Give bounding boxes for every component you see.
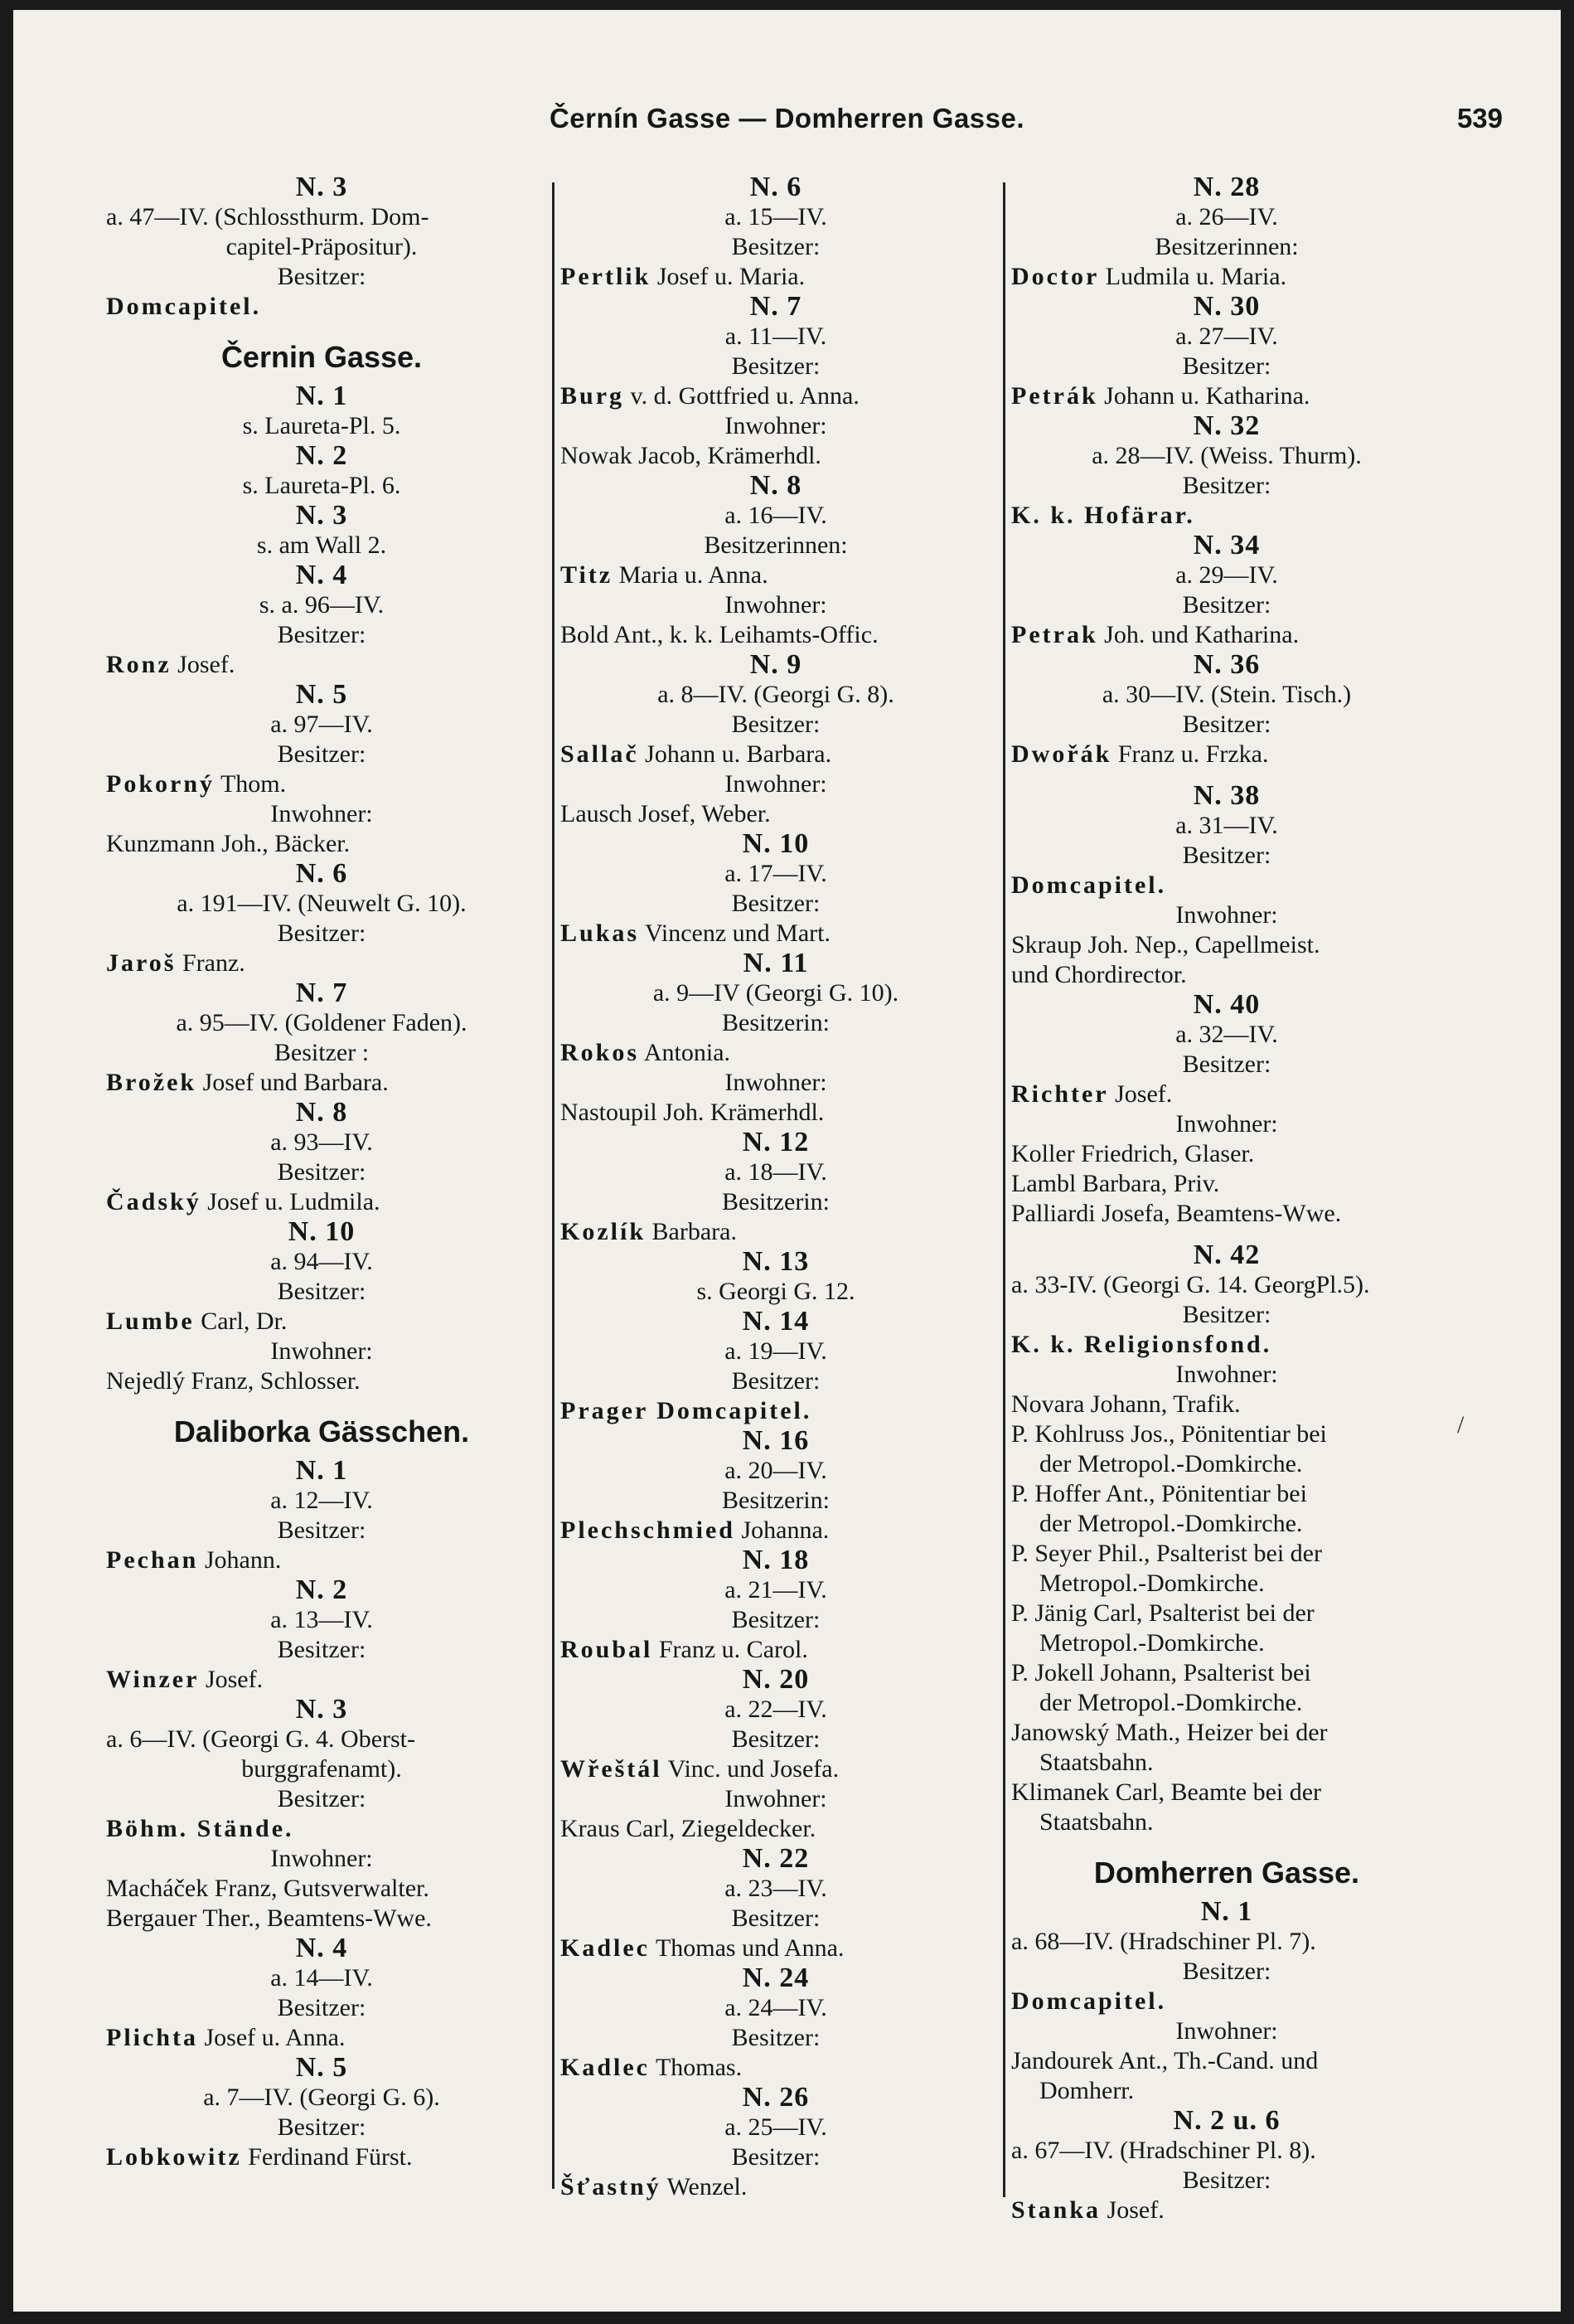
house-number: N. 10: [288, 1217, 356, 1247]
owner-name: Sallač Johann u. Barbara.: [560, 740, 832, 768]
house-number: N. 8: [749, 471, 802, 501]
address-line: a. 9—IV (Georgi G. 10).: [652, 979, 899, 1007]
directory-page: [13, 10, 1561, 2312]
house-number: N. 7: [749, 292, 802, 322]
house-number: N. 2 u. 6: [1173, 2106, 1281, 2136]
role-label: Besitzerin:: [722, 1009, 830, 1036]
address-line: a. 19—IV.: [724, 1337, 827, 1365]
owner-name: Lumbe Carl, Dr.: [106, 1308, 288, 1335]
address-line: a. 15—IV.: [724, 203, 827, 230]
role-label: Besitzer:: [731, 2143, 821, 2171]
owner-name: Lobkowitz Ferdinand Fürst.: [106, 2143, 413, 2171]
resident-entry: der Metropol.-Domkirche.: [1039, 1450, 1303, 1477]
role-label: Besitzerin:: [722, 1188, 830, 1215]
house-number: N. 20: [742, 1665, 810, 1695]
address-line: s. Laureta-Pl. 5.: [242, 412, 401, 439]
house-number: N. 2: [295, 441, 348, 471]
owner-name: Brožek Josef und Barbara.: [106, 1069, 389, 1096]
address-line: a. 18—IV.: [724, 1158, 827, 1186]
house-number: N. 36: [1193, 650, 1261, 680]
column-divider-right: [1003, 182, 1005, 2197]
owner-name: Prager Domcapitel.: [560, 1397, 812, 1424]
owner-name: Burg v. d. Gottfried u. Anna.: [560, 382, 860, 410]
address-line: a. 28—IV. (Weiss. Thurm).: [1092, 442, 1362, 469]
resident-entry: Macháček Franz, Gutsverwalter.: [106, 1875, 429, 1902]
house-number: N. 16: [742, 1426, 810, 1456]
role-label: Besitzer:: [1182, 591, 1271, 619]
column-right: [1011, 172, 1442, 2225]
role-label: Besitzer:: [731, 890, 821, 917]
owner-name: Pokorný Thom.: [106, 770, 287, 798]
street-heading: Černin Gasse.: [220, 340, 423, 374]
page-number: 539: [1456, 103, 1503, 133]
address-line: a. 33-IV. (Georgi G. 14. GeorgPl.5).: [1011, 1271, 1370, 1298]
role-label: Besitzer:: [731, 1367, 821, 1395]
role-label: Besitzer:: [731, 711, 821, 738]
resident-entry: Metropol.-Domkirche.: [1039, 1629, 1265, 1657]
resident-entry: P. Kohlruss Jos., Pönitentiar bei: [1011, 1420, 1327, 1448]
owner-name: Kozlík Barbara.: [560, 1218, 737, 1245]
address-line: a. 31—IV.: [1175, 812, 1278, 839]
role-label: Besitzerinnen:: [1155, 233, 1299, 260]
resident-entry: Janowský Math., Heizer bei der: [1011, 1719, 1328, 1746]
owner-name: Richter Josef.: [1011, 1080, 1173, 1108]
resident-entry: Bergauer Ther., Beamtens-Wwe.: [106, 1904, 432, 1932]
house-number: N. 40: [1193, 990, 1261, 1020]
owner-name: Winzer Josef.: [106, 1666, 264, 1693]
role-label: Besitzer:: [731, 352, 821, 380]
house-number: N. 14: [742, 1307, 810, 1337]
role-label: Inwohner:: [724, 1069, 827, 1096]
column-divider-left: [552, 182, 555, 2189]
role-label: Besitzer:: [277, 1636, 366, 1663]
house-number: N. 5: [295, 680, 348, 710]
role-label: Besitzer:: [277, 740, 366, 768]
address-line: a. 12—IV.: [270, 1487, 373, 1514]
address-line: a. 16—IV.: [724, 502, 827, 529]
resident-entry: der Metropol.-Domkirche.: [1039, 1510, 1303, 1537]
owner-name: Rokos Antonia.: [560, 1039, 731, 1066]
role-label: Besitzer:: [1182, 472, 1271, 499]
role-label: Inwohner:: [724, 591, 827, 619]
address-line: capitel-Präpositur).: [225, 233, 418, 260]
resident-entry: P. Hoffer Ant., Pönitentiar bei: [1011, 1480, 1307, 1507]
role-label: Inwohner:: [1175, 1361, 1278, 1388]
role-label: Inwohner:: [724, 412, 827, 439]
role-label: Besitzer:: [277, 1516, 366, 1544]
role-label: Besitzer:: [1182, 842, 1271, 869]
address-line: s. am Wall 2.: [256, 531, 387, 559]
role-label: Besitzer:: [731, 1606, 821, 1633]
resident-entry: P. Jänig Carl, Psalterist bei der: [1011, 1599, 1315, 1627]
role-label: Besitzer:: [731, 1904, 821, 1932]
address-line: a. 24—IV.: [724, 1994, 827, 2021]
owner-name: Kadlec Thomas.: [560, 2054, 743, 2081]
address-line: s. Georgi G. 12.: [696, 1278, 855, 1305]
resident-entry: Staatsbahn.: [1039, 1749, 1154, 1776]
resident-entry: Lambl Barbara, Priv.: [1011, 1170, 1220, 1197]
house-number: N. 3: [295, 1695, 348, 1725]
house-number: N. 34: [1193, 531, 1261, 560]
owner-name: Čadský Josef u. Ludmila.: [106, 1188, 380, 1215]
address-line: a. 6—IV. (Georgi G. 4. Oberst-: [106, 1725, 415, 1753]
resident-entry: Nastoupil Joh. Krämerhdl.: [560, 1099, 825, 1126]
house-number: N. 32: [1193, 411, 1261, 441]
role-label: Besitzer :: [274, 1039, 370, 1066]
address-line: a. 8—IV. (Georgi G. 8).: [657, 681, 894, 708]
owner-name: Wřeštál Vinc. und Josefa.: [560, 1755, 840, 1783]
resident-entry: Nowak Jacob, Krämerhdl.: [560, 442, 821, 469]
owner-name: Šťastný Wenzel.: [560, 2173, 748, 2200]
house-number: N. 24: [742, 1963, 810, 1993]
role-label: Inwohner:: [724, 770, 827, 798]
house-number: N. 6: [749, 172, 802, 202]
page-title: Černín Gasse — Domherren Gasse.: [549, 103, 1025, 133]
house-number: N. 11: [743, 949, 809, 978]
address-line: a. 13—IV.: [270, 1606, 373, 1633]
role-label: Besitzer:: [1182, 352, 1271, 380]
house-number: N. 7: [295, 978, 348, 1008]
owner-name: Domcapitel.: [1011, 871, 1167, 899]
role-label: Besitzer:: [277, 621, 366, 648]
address-line: a. 191—IV. (Neuwelt G. 10).: [177, 890, 467, 917]
address-line: a. 93—IV.: [270, 1128, 373, 1156]
house-number: N. 5: [295, 2053, 348, 2083]
house-number: N. 30: [1193, 292, 1261, 322]
address-line: a. 25—IV.: [724, 2113, 827, 2141]
resident-entry: Lausch Josef, Weber.: [560, 800, 771, 827]
address-line: s. a. 96—IV.: [259, 591, 385, 619]
owner-name: Ronz Josef.: [106, 651, 235, 678]
address-line: a. 27—IV.: [1175, 323, 1278, 350]
role-label: Besitzer:: [1182, 1050, 1271, 1078]
owner-name: K. k. Religionsfond.: [1011, 1331, 1272, 1358]
owner-name: Domcapitel.: [106, 293, 262, 320]
house-number: N. 1: [1200, 1897, 1253, 1927]
street-heading: Daliborka Gässchen.: [173, 1414, 470, 1448]
role-label: Besitzer:: [1182, 1958, 1271, 1985]
role-label: Besitzer:: [1182, 1301, 1271, 1328]
address-line: a. 32—IV.: [1175, 1021, 1278, 1048]
address-line: a. 20—IV.: [724, 1457, 827, 1484]
owner-name: Böhm. Stände.: [106, 1815, 294, 1842]
address-line: a. 21—IV.: [724, 1576, 827, 1604]
owner-name: Petrák Johann u. Katharina.: [1011, 382, 1310, 410]
house-number: N. 4: [295, 560, 348, 590]
house-number: N. 3: [295, 501, 348, 531]
owner-name: Doctor Ludmila u. Maria.: [1011, 263, 1287, 290]
house-number: N. 9: [749, 650, 802, 680]
address-line: a. 94—IV.: [270, 1248, 373, 1275]
house-number: N. 12: [742, 1128, 810, 1157]
role-label: Besitzer:: [277, 1785, 366, 1812]
address-line: a. 67—IV. (Hradschiner Pl. 8).: [1011, 2137, 1316, 2164]
resident-entry: Nejedlý Franz, Schlosser.: [106, 1367, 361, 1395]
role-label: Besitzer:: [1182, 2166, 1271, 2194]
house-number: N. 6: [295, 859, 348, 889]
resident-entry: Staatsbahn.: [1039, 1808, 1154, 1836]
owner-name: Dwořák Franz u. Frzka.: [1011, 740, 1269, 768]
resident-entry: Koller Friedrich, Glaser.: [1011, 1140, 1255, 1167]
address-line: a. 22—IV.: [724, 1696, 827, 1723]
role-label: Besitzer:: [731, 2024, 821, 2051]
owner-name: Stanka Josef.: [1011, 2196, 1165, 2224]
owner-name: Pechan Johann.: [106, 1546, 282, 1574]
resident-entry: und Chordirector.: [1011, 961, 1187, 988]
owner-name: Lukas Vincenz und Mart.: [560, 919, 831, 947]
role-label: Besitzer:: [277, 2113, 366, 2141]
address-line: a. 97—IV.: [270, 711, 373, 738]
house-number: N. 18: [742, 1545, 810, 1575]
owner-name: K. k. Hofärar.: [1011, 502, 1195, 529]
house-number: N. 28: [1193, 172, 1261, 202]
role-label: Inwohner:: [1175, 901, 1278, 929]
column-left: [106, 172, 537, 2172]
role-label: Besitzer:: [1182, 711, 1271, 738]
role-label: Besitzer:: [731, 1725, 821, 1753]
owner-name: Kadlec Thomas und Anna.: [560, 1934, 845, 1962]
house-number: N. 13: [742, 1247, 810, 1277]
house-number: N. 2: [295, 1575, 348, 1605]
address-line: a. 7—IV. (Georgi G. 6).: [203, 2084, 440, 2111]
role-label: Besitzer:: [277, 1994, 366, 2021]
role-label: Besitzer:: [731, 233, 821, 260]
house-number: N. 1: [295, 381, 348, 411]
resident-entry: Metropol.-Domkirche.: [1039, 1570, 1265, 1597]
resident-entry: Novara Johann, Trafik.: [1011, 1390, 1241, 1418]
house-number: N. 3: [295, 172, 348, 202]
address-line: a. 26—IV.: [1175, 203, 1278, 230]
address-line: a. 23—IV.: [724, 1875, 827, 1902]
role-label: Inwohner:: [270, 800, 373, 827]
resident-entry: Klimanek Carl, Beamte bei der: [1011, 1778, 1322, 1806]
role-label: Inwohner:: [270, 1337, 373, 1365]
address-line: a. 29—IV.: [1175, 561, 1278, 589]
resident-entry: Bold Ant., k. k. Leihamts-Offic.: [560, 621, 879, 648]
owner-name: Titz Maria u. Anna.: [560, 561, 768, 589]
role-label: Besitzer:: [277, 1158, 366, 1186]
owner-name: Domcapitel.: [1011, 1987, 1167, 2015]
owner-name: Pertlik Josef u. Maria.: [560, 263, 806, 290]
address-line: burggrafenamt).: [241, 1755, 402, 1783]
address-line: a. 47—IV. (Schlossthurm. Dom-: [106, 203, 429, 230]
role-label: Besitzerin:: [722, 1487, 830, 1514]
owner-name: Petrak Joh. und Katharina.: [1011, 621, 1300, 648]
role-label: Inwohner:: [724, 1785, 827, 1812]
house-number: N. 4: [295, 1933, 348, 1963]
role-label: Inwohner:: [1175, 2017, 1278, 2045]
resident-entry: Jandourek Ant., Th.-Cand. und: [1011, 2047, 1319, 2074]
house-number: N. 38: [1193, 781, 1261, 811]
house-number: N. 22: [742, 1844, 810, 1874]
resident-entry: Skraup Joh. Nep., Capellmeist.: [1011, 931, 1320, 958]
role-label: Besitzer:: [277, 919, 366, 947]
address-line: a. 14—IV.: [270, 1964, 373, 1992]
address-line: a. 30—IV. (Stein. Tisch.): [1102, 681, 1352, 708]
address-line: a. 68—IV. (Hradschiner Pl. 7).: [1011, 1928, 1316, 1955]
role-label: Besitzerinnen:: [704, 531, 848, 559]
role-label: Besitzer:: [277, 1278, 366, 1305]
owner-name: Plichta Josef u. Anna.: [106, 2024, 346, 2051]
resident-entry: Kraus Carl, Ziegeldecker.: [560, 1815, 816, 1842]
role-label: Besitzer:: [277, 263, 366, 290]
resident-entry: P. Seyer Phil., Psalterist bei der: [1011, 1540, 1322, 1567]
resident-entry: der Metropol.-Domkirche.: [1039, 1689, 1303, 1716]
address-line: a. 95—IV. (Goldener Faden).: [176, 1009, 467, 1036]
owner-name: Roubal Franz u. Carol.: [560, 1636, 808, 1663]
role-label: Inwohner:: [270, 1845, 373, 1872]
address-line: a. 17—IV.: [724, 860, 827, 887]
column-middle: [560, 172, 991, 2202]
resident-entry: Domherr.: [1039, 2077, 1135, 2104]
role-label: Inwohner:: [1175, 1110, 1278, 1138]
house-number: N. 10: [742, 829, 810, 859]
house-number: N. 8: [295, 1098, 348, 1128]
running-header: [13, 103, 1561, 139]
address-line: a. 11—IV.: [724, 323, 827, 350]
margin-pencil-mark: /: [1457, 1411, 1465, 1439]
house-number: N. 26: [742, 2083, 810, 2113]
house-number: N. 42: [1193, 1240, 1261, 1270]
resident-entry: Kunzmann Joh., Bäcker.: [106, 830, 351, 857]
address-line: s. Laureta-Pl. 6.: [242, 472, 401, 499]
resident-entry: Palliardi Josefa, Beamtens-Wwe.: [1011, 1200, 1342, 1227]
owner-name: Plechschmied Johanna.: [560, 1516, 830, 1544]
owner-name: Jaroš Franz.: [106, 949, 245, 977]
street-heading: Domherren Gasse.: [1093, 1856, 1360, 1890]
house-number: N. 1: [295, 1456, 348, 1486]
resident-entry: P. Jokell Johann, Psalterist bei: [1011, 1659, 1311, 1686]
